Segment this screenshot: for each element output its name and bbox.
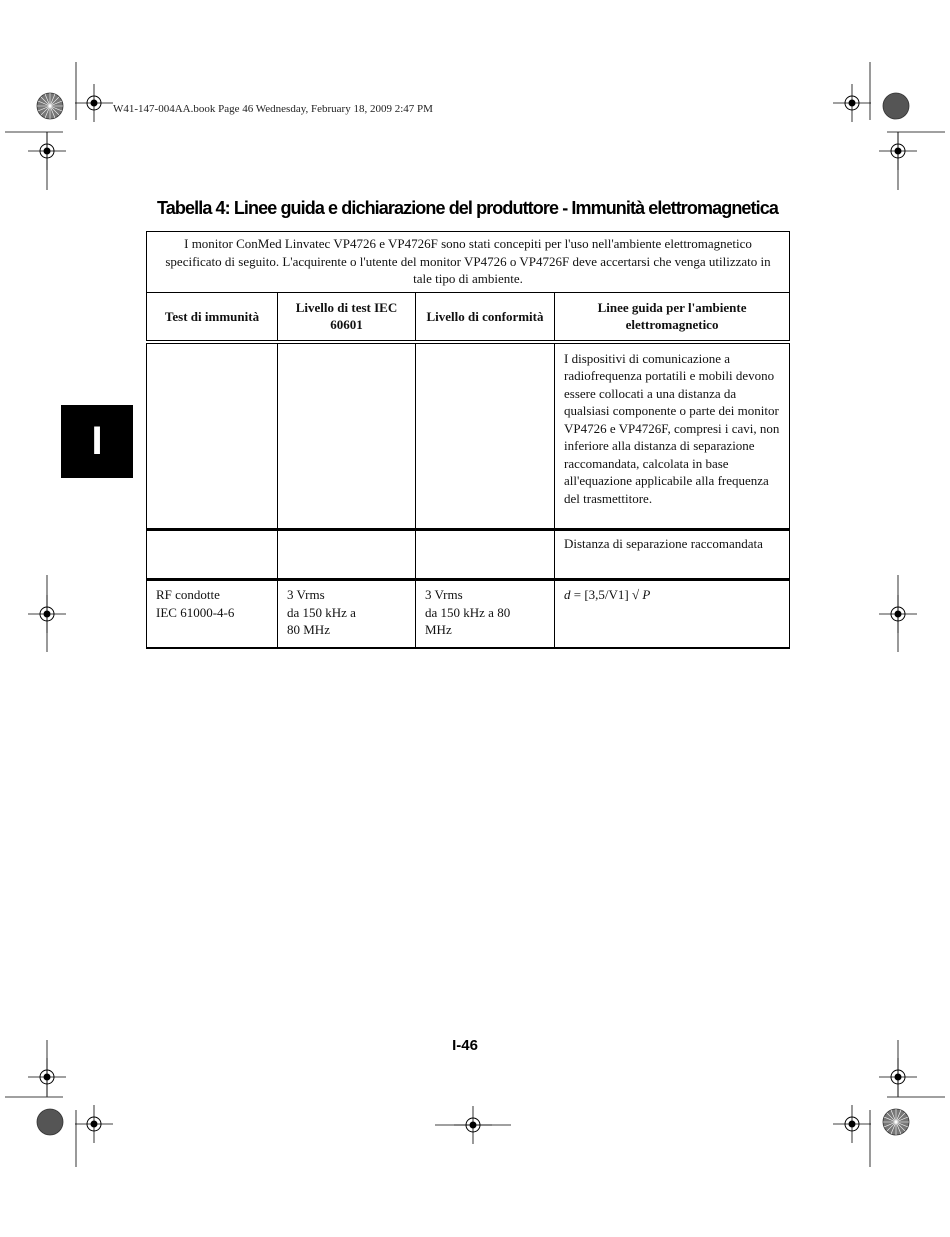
center-mark-bottom (435, 1106, 511, 1144)
corner-mark-top-left (5, 62, 113, 190)
cell-iec-level (278, 342, 416, 530)
cell-iec-level (278, 530, 416, 580)
table-row (147, 530, 790, 580)
side-mark-left (28, 575, 66, 652)
sqrt-symbol: √ (632, 587, 640, 602)
column-header-guidance: Linee guida per l'ambiente elettromagnetico (555, 293, 790, 342)
table-intro-row (147, 232, 790, 293)
cell-guidance: Distanza di separazione raccomandata (555, 530, 790, 580)
formula-variable-p: P (642, 587, 651, 602)
cell-compliance: 3 Vrms da 150 kHz a 80 MHz (416, 580, 555, 648)
column-header-compliance: Livello di conformità (416, 293, 555, 342)
corner-mark-bottom-right (833, 1040, 945, 1167)
corner-mark-bottom-left (5, 1040, 113, 1167)
cell-guidance: I dispositivi di comunicazione a radiofrequenza portatili e mobili devono essere collocati a una distanza da qualsiasi componente o parte dei monitor VP4726 e VP4726F, compresi i cavi, non inferiore alla distanza di separazione raccomandata, calcolata in base all'equazione applicabile alla frequenza del trasmettitore. (555, 342, 790, 530)
formula-variable-d: d (564, 587, 571, 602)
cell-test: RF condotte IEC 61000-4-6 (147, 580, 278, 648)
table-row (147, 580, 790, 648)
section-tab: I (61, 405, 133, 478)
cell-guidance-formula (555, 580, 790, 648)
cell-iec-level: 3 Vrms da 150 kHz a 80 MHz (278, 580, 416, 648)
column-header-test: Test di immunità (147, 293, 278, 342)
emc-immunity-table (146, 231, 790, 649)
side-mark-right (879, 575, 917, 652)
cell-compliance (416, 342, 555, 530)
table-header-row (147, 293, 790, 342)
table-title: Tabella 4: Linee guida e dichiarazione del produttore - Immunità elettromagnetica (157, 198, 778, 218)
table-intro-text: I monitor ConMed Linvatec VP4726 e VP4726F sono stati concepiti per l'uso nell'ambiente elettromagnetico specificato di seguito. L'acquirente o l'utente del monitor VP4726 o VP4726F deve accertarsi che venga utilizzato in tale tipo di ambiente. (147, 232, 790, 293)
print-job-header: W41-147-004AA.book Page 46 Wednesday, February 18, 2009 2:47 PM (113, 103, 433, 115)
cell-test (147, 342, 278, 530)
cell-compliance (416, 530, 555, 580)
formula-coefficient: = [3,5/V1] (570, 587, 632, 602)
cell-test (147, 530, 278, 580)
table-row (147, 342, 790, 530)
page-number: I-46 (452, 1037, 478, 1054)
column-header-iec-level: Livello di test IEC 60601 (278, 293, 416, 342)
corner-mark-top-right (833, 62, 945, 190)
